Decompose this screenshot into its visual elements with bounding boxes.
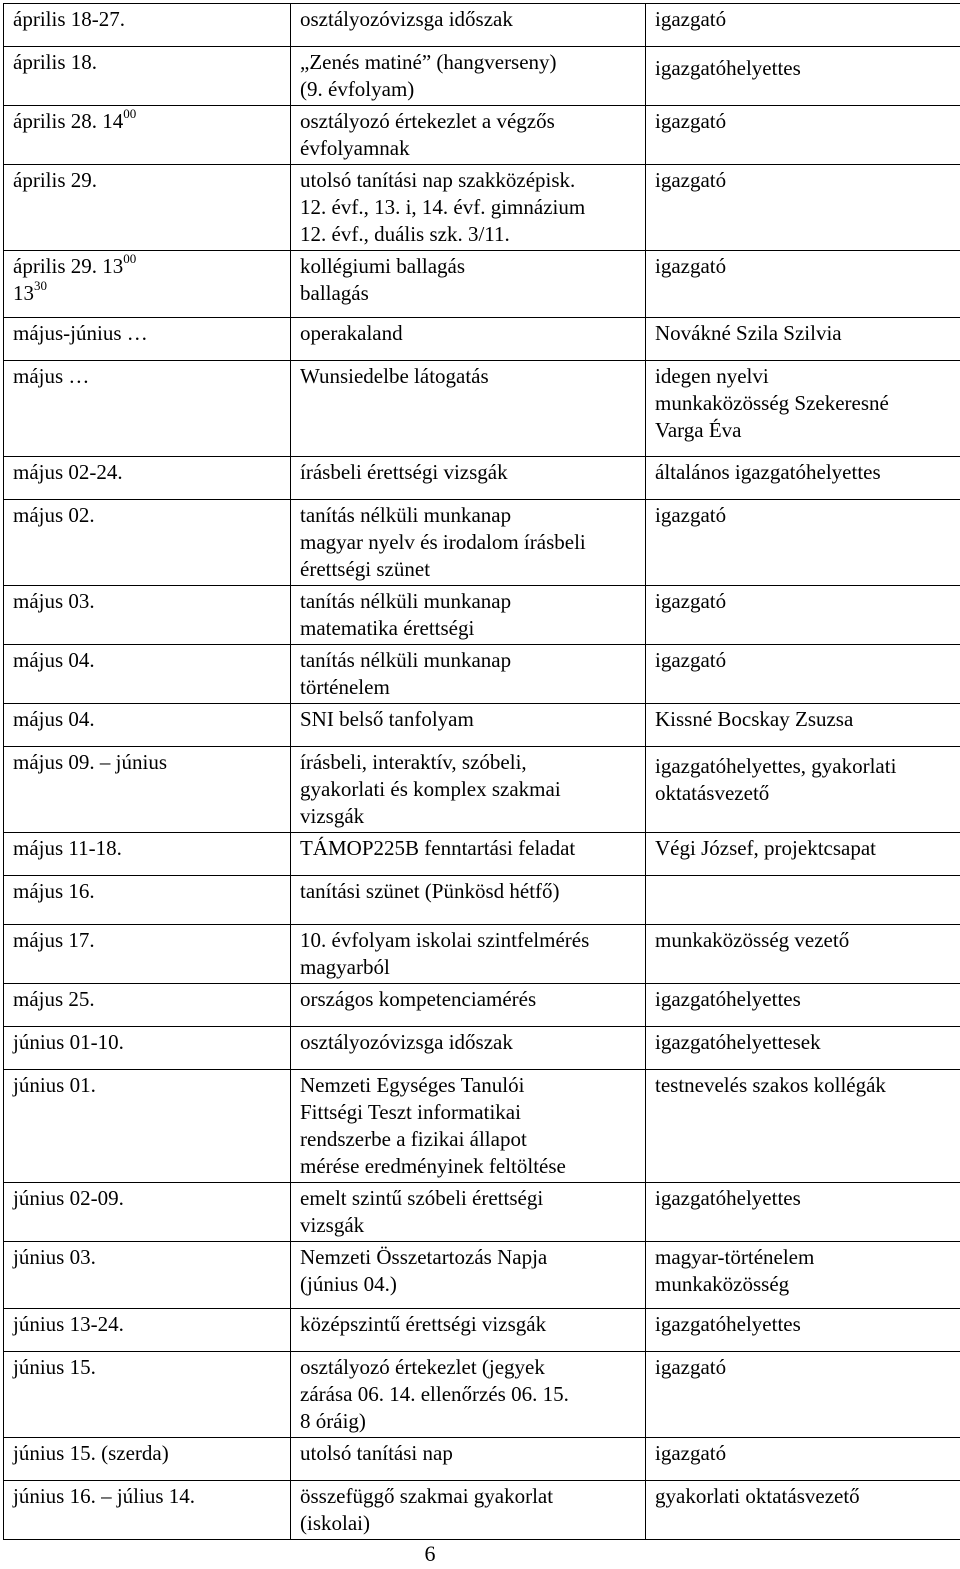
table-row [4, 833, 960, 876]
event-cell: Nemzeti Egységes Tanulói Fittségi Teszt informatikai rendszerbe a fizikai állapot mérése eredményinek feltöltése [291, 1070, 646, 1183]
table-row [4, 925, 960, 984]
date-cell: június 03. [4, 1242, 291, 1309]
table-row [4, 1309, 960, 1352]
date-cell: április 28. $14^{00}$ [4, 106, 291, 165]
event-cell: 10. évfolyam iskolai szintfelmérés magyarból [291, 925, 646, 984]
event-cell: operakaland [291, 318, 646, 361]
event-cell: Wunsiedelbe látogatás [291, 361, 646, 457]
event-cell: „Zenés matiné” (hangverseny) (9. évfolyam) [291, 47, 646, 106]
responsible-cell: testnevelés szakos kollégák [646, 1070, 960, 1183]
date-cell: június 01-10. [4, 1027, 291, 1070]
date-cell: június 01. [4, 1070, 291, 1183]
table-row [4, 1242, 960, 1309]
event-cell: kollégiumi ballagás ballagás [291, 251, 646, 318]
event-cell: SNI belső tanfolyam [291, 704, 646, 747]
responsible-cell: igazgatóhelyettes [646, 1183, 960, 1242]
event-cell: utolsó tanítási nap szakközépisk. 12. évf., 13. i, 14. évf. gimnázium 12. évf., duális szk. 3/11. [291, 165, 646, 251]
date-cell: június 15. (szerda) [4, 1438, 291, 1481]
table-row [4, 876, 960, 925]
responsible-cell: igazgató [646, 251, 960, 318]
date-cell: május 04. [4, 645, 291, 704]
date-cell: május 11-18. [4, 833, 291, 876]
table-row [4, 1438, 960, 1481]
responsible-cell: igazgató [646, 165, 960, 251]
table-row [4, 1352, 960, 1438]
date-cell: április 29. [4, 165, 291, 251]
table-row [4, 500, 960, 586]
responsible-cell: igazgató [646, 1438, 960, 1481]
event-cell: osztályozóvizsga időszak [291, 1027, 646, 1070]
date-cell: június 02-09. [4, 1183, 291, 1242]
event-cell: írásbeli érettségi vizsgák [291, 457, 646, 500]
date-cell: május … [4, 361, 291, 457]
date-cell: április 18-27. [4, 4, 291, 47]
responsible-cell: igazgató [646, 1352, 960, 1438]
event-cell: tanítás nélküli munkanap történelem [291, 645, 646, 704]
event-cell: tanítási szünet (Pünkösd hétfő) [291, 876, 646, 925]
responsible-cell: igazgatóhelyettes [646, 1309, 960, 1352]
event-cell: Nemzeti Összetartozás Napja (június 04.) [291, 1242, 646, 1309]
page-number: 6 [424, 1541, 436, 1566]
date-cell: június 15. [4, 1352, 291, 1438]
event-cell: országos kompetenciamérés [291, 984, 646, 1027]
table-row [4, 251, 960, 318]
date-cell: április 18. [4, 47, 291, 106]
date-cell: május 25. [4, 984, 291, 1027]
table-row [4, 47, 960, 106]
event-cell: utolsó tanítási nap [291, 1438, 646, 1481]
date-cell: május 02. [4, 500, 291, 586]
table-row [4, 984, 960, 1027]
table-row [4, 704, 960, 747]
date-cell: május 16. [4, 876, 291, 925]
table-row [4, 361, 960, 457]
responsible-cell: Kissné Bocskay Zsuzsa [646, 704, 960, 747]
responsible-cell: igazgatóhelyettes, gyakorlati oktatásvezető [646, 747, 960, 833]
table-row [4, 4, 960, 47]
responsible-cell: munkaközösség vezető [646, 925, 960, 984]
table-row [4, 645, 960, 704]
event-cell: emelt szintű szóbeli érettségi vizsgák [291, 1183, 646, 1242]
table-row [4, 106, 960, 165]
date-cell: május 03. [4, 586, 291, 645]
table-row [4, 1070, 960, 1183]
event-cell: összefüggő szakmai gyakorlat (iskolai) [291, 1481, 646, 1540]
responsible-cell: Végi József, projektcsapat [646, 833, 960, 876]
responsible-cell: igazgató [646, 4, 960, 47]
table-row [4, 165, 960, 251]
responsible-cell: magyar-történelem munkaközösség [646, 1242, 960, 1309]
date-cell: május 17. [4, 925, 291, 984]
date-cell: május 04. [4, 704, 291, 747]
event-cell: tanítás nélküli munkanap matematika érettségi [291, 586, 646, 645]
responsible-cell: Novákné Szila Szilvia [646, 318, 960, 361]
table-row [4, 1027, 960, 1070]
responsible-cell: gyakorlati oktatásvezető [646, 1481, 960, 1540]
event-cell: osztályozó értekezlet a végzős évfolyamnak [291, 106, 646, 165]
date-cell: május 02-24. [4, 457, 291, 500]
event-cell: TÁMOP225B fenntartási feladat [291, 833, 646, 876]
responsible-cell: idegen nyelvi munkaközösség Szekeresné Varga Éva [646, 361, 960, 457]
responsible-cell: igazgatóhelyettes [646, 984, 960, 1027]
event-cell: osztályozóvizsga időszak [291, 4, 646, 47]
table-row [4, 747, 960, 833]
date-cell: június 13-24. [4, 1309, 291, 1352]
event-cell: tanítás nélküli munkanap magyar nyelv és irodalom írásbeli érettségi szünet [291, 500, 646, 586]
table-row [4, 1481, 960, 1540]
responsible-cell: igazgatóhelyettes [646, 47, 960, 106]
date-cell: május 09. – június [4, 747, 291, 833]
responsible-cell: igazgató [646, 586, 960, 645]
date-cell: április 29. $13^{00}$ $13^{30}$ [4, 251, 291, 318]
responsible-cell [646, 876, 960, 925]
date-cell: május-június … [4, 318, 291, 361]
table-row [4, 318, 960, 361]
event-cell: középszintű érettségi vizsgák [291, 1309, 646, 1352]
table-row [4, 586, 960, 645]
date-cell: június 16. – július 14. [4, 1481, 291, 1540]
schedule-table [3, 3, 960, 1540]
responsible-cell: igazgató [646, 106, 960, 165]
table-row [4, 1183, 960, 1242]
table-row [4, 457, 960, 500]
responsible-cell: igazgató [646, 645, 960, 704]
responsible-cell: általános igazgatóhelyettes [646, 457, 960, 500]
responsible-cell: igazgatóhelyettesek [646, 1027, 960, 1070]
responsible-cell: igazgató [646, 500, 960, 586]
event-cell: írásbeli, interaktív, szóbeli, gyakorlati és komplex szakmai vizsgák [291, 747, 646, 833]
event-cell: osztályozó értekezlet (jegyek zárása 06. 14. ellenőrzés 06. 15. 8 óráig) [291, 1352, 646, 1438]
